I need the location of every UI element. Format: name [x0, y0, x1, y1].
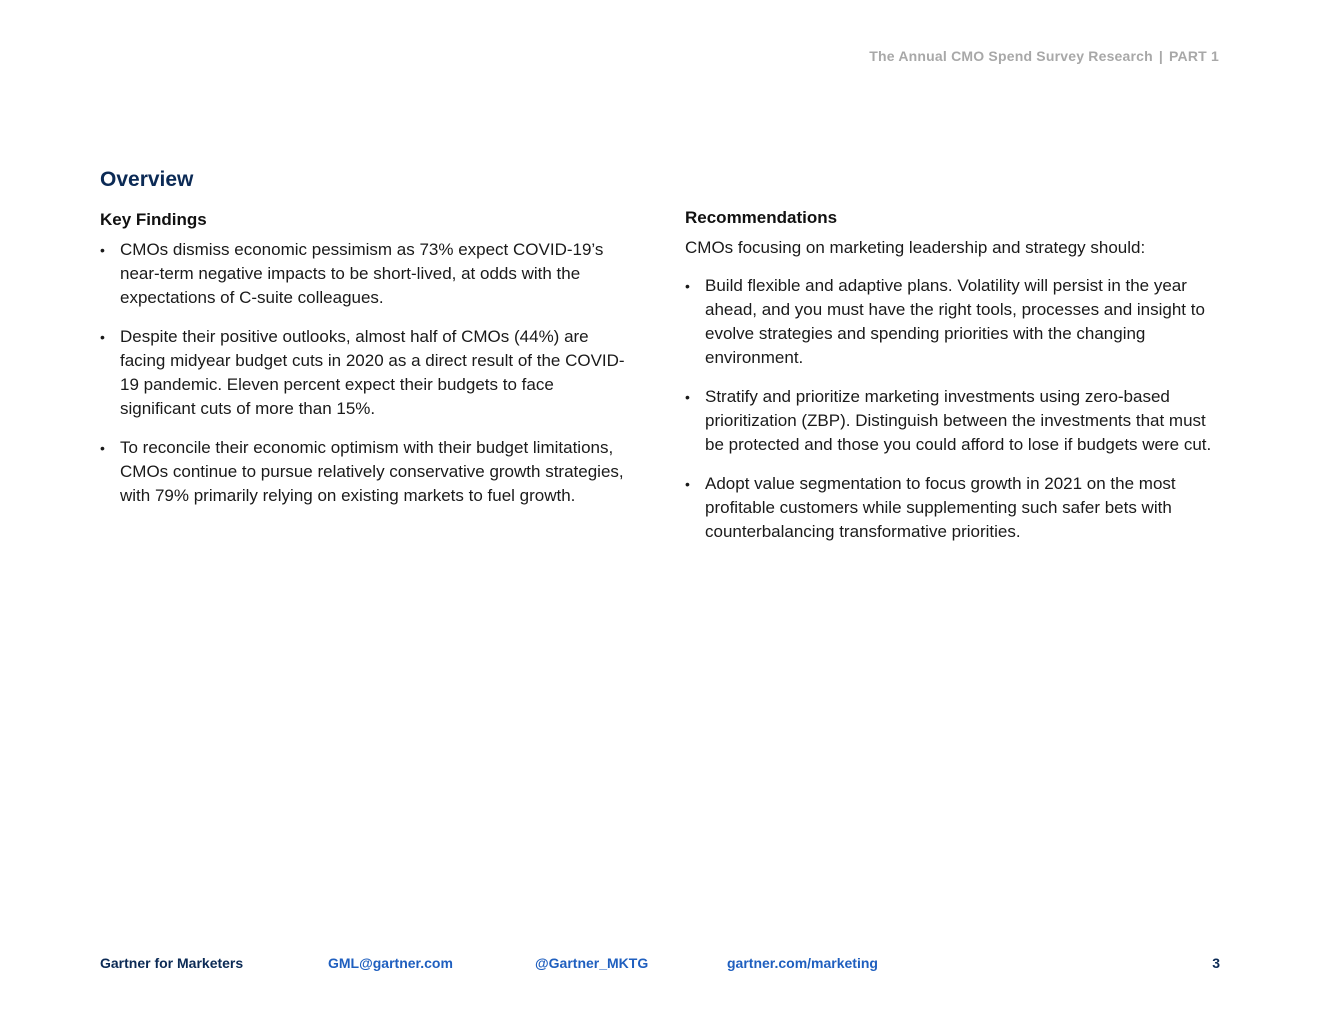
- recommendation-text: Stratify and prioritize marketing investments using zero-based prioritization (ZBP). Distinguish between the investments that must be protected and those you could afford to lose if budgets were cut.: [705, 387, 1212, 454]
- list-item: [100, 325, 630, 421]
- list-item: [100, 436, 630, 508]
- overview-heading: Overview: [100, 168, 194, 191]
- key-findings-list: [100, 238, 630, 508]
- recommendation-text: Adopt value segmentation to focus growth in 2021 on the most profitable customers while supplementing such safer bets with counterbalancing transformative priorities.: [705, 474, 1176, 541]
- recommendations-heading: Recommendations: [685, 208, 838, 227]
- key-findings-heading: Key Findings: [100, 210, 207, 229]
- recommendations-section: [685, 208, 1220, 559]
- bullet-icon: •: [100, 329, 105, 345]
- bullet-icon: •: [100, 440, 105, 456]
- recommendations-list: [685, 274, 1220, 544]
- footer-brand: Gartner for Marketers: [100, 955, 244, 971]
- running-header: [869, 48, 1219, 64]
- list-item: [685, 274, 1220, 370]
- recommendations-intro: CMOs focusing on marketing leadership and strategy should:: [685, 238, 1146, 257]
- finding-text: CMOs dismiss economic pessimism as 73% expect COVID-19’s near-term negative impacts to be short-lived, at odds with the expectations of C-suite colleagues.: [120, 240, 604, 307]
- bullet-icon: •: [685, 476, 690, 492]
- finding-text: To reconcile their economic optimism with their budget limitations, CMOs continue to pursue relatively conservative growth strategies, with 79% primarily relying on existing markets to fuel growth.: [120, 438, 624, 505]
- bullet-icon: •: [685, 278, 690, 294]
- footer-website-link[interactable]: gartner.com/marketing: [727, 955, 878, 971]
- list-item: [685, 385, 1220, 457]
- document-part: PART 1: [1169, 48, 1219, 64]
- bullet-icon: •: [100, 242, 105, 258]
- list-item: [100, 238, 630, 310]
- footer-twitter-link[interactable]: @Gartner_MKTG: [535, 955, 649, 971]
- key-findings-section: [100, 210, 630, 523]
- bullet-icon: •: [685, 389, 690, 405]
- document-title: The Annual CMO Spend Survey Research: [869, 48, 1153, 64]
- recommendation-text: Build flexible and adaptive plans. Volatility will persist in the year ahead, and you must have the right tools, processes and insight to evolve strategies and spending priorities with the changing environment.: [705, 276, 1205, 367]
- list-item: [685, 472, 1220, 544]
- finding-text: Despite their positive outlooks, almost half of CMOs (44%) are facing midyear budget cuts in 2020 as a direct result of the COVID-19 pandemic. Eleven percent expect their budgets to face significant cuts of more than 15%.: [120, 327, 625, 418]
- page-number: 3: [1212, 955, 1220, 971]
- page-footer: [100, 955, 1220, 975]
- header-separator: |: [1158, 48, 1164, 64]
- footer-email-link[interactable]: GML@gartner.com: [328, 955, 453, 971]
